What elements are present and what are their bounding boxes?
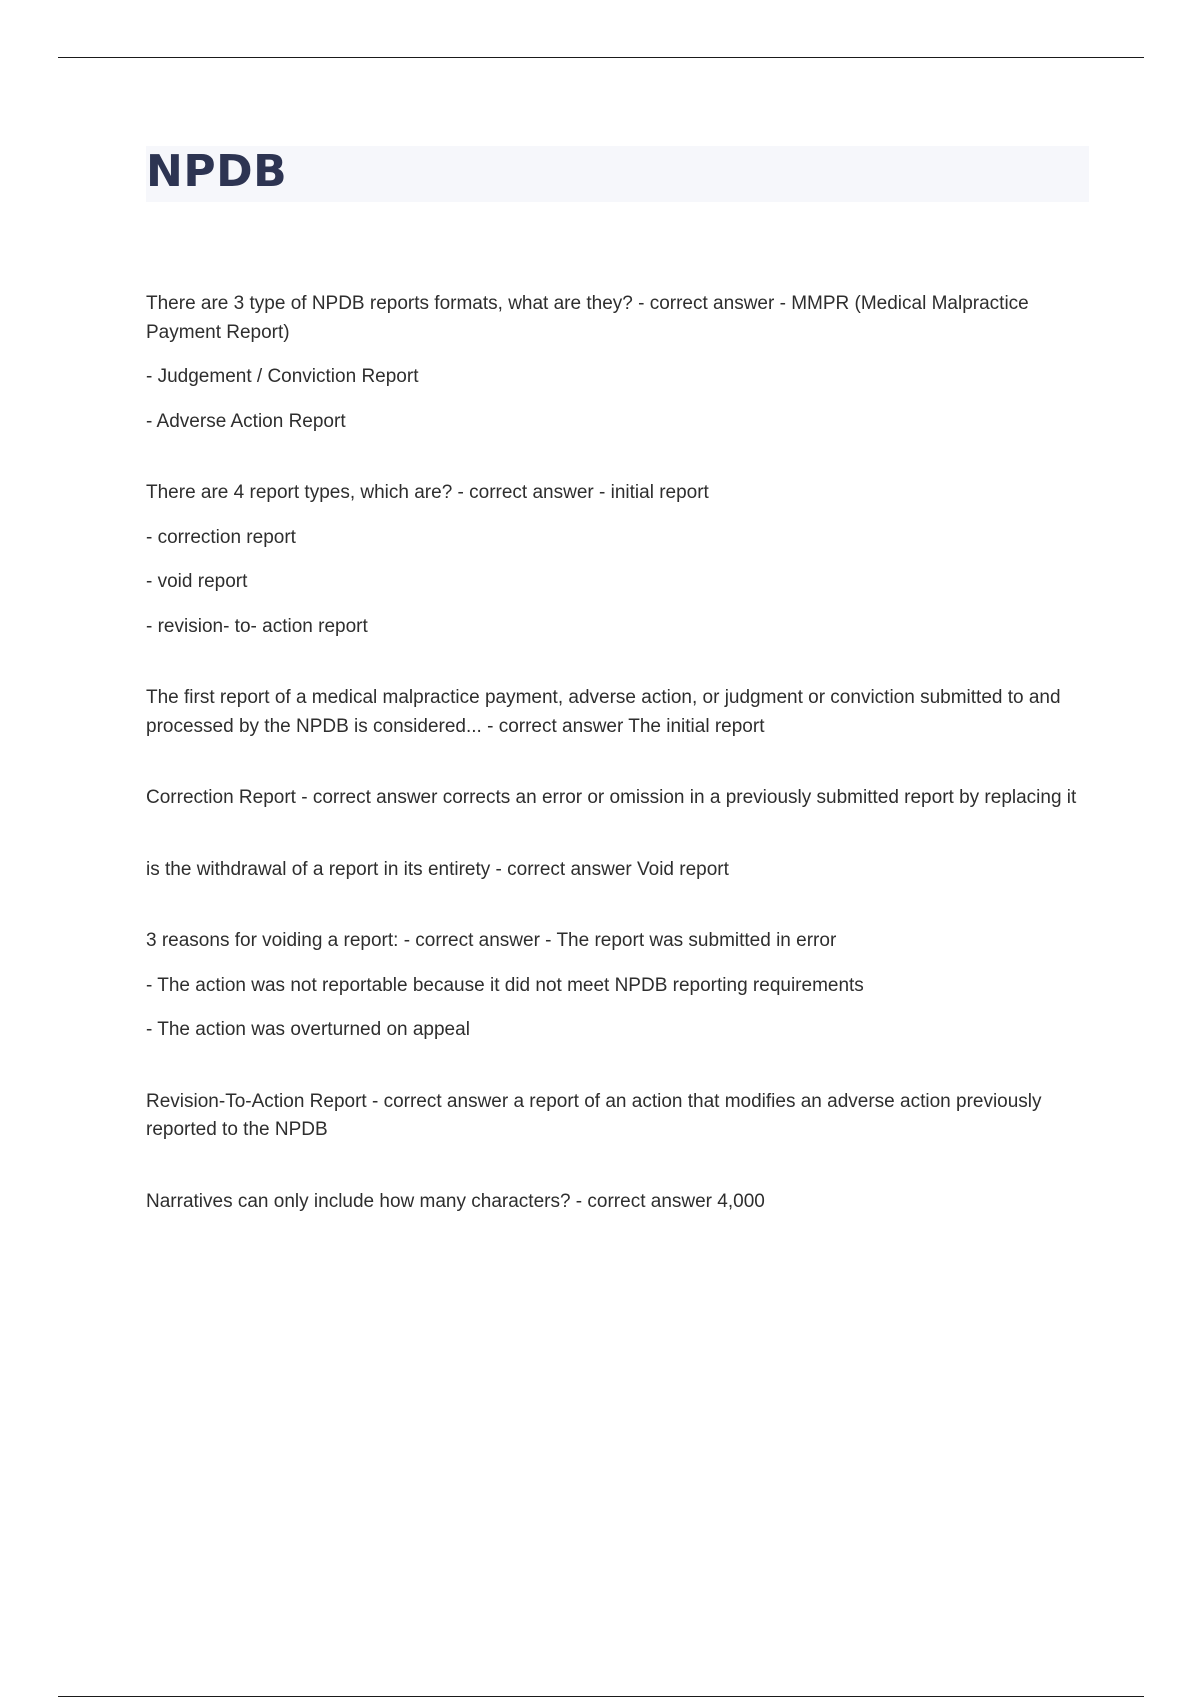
qa-line: - revision- to- action report xyxy=(146,615,368,637)
qa-list xyxy=(146,290,1096,1259)
qa-card-void-report xyxy=(146,856,1096,885)
top-divider xyxy=(58,57,1144,58)
qa-line: Correction Report - correct answer corrects an error or omission in a previously submitted report by replacing it xyxy=(146,787,1077,808)
qa-card-narratives xyxy=(146,1188,1096,1217)
qa-line: - The action was overturned on appeal xyxy=(146,1019,470,1040)
qa-line: - The action was not reportable because it did not meet NPDB reporting requirements xyxy=(146,974,864,996)
qa-line: Narratives can only include how many characters? - correct answer 4,000 xyxy=(146,1190,765,1212)
qa-line: The first report of a medical malpractice payment, adverse action, or judgment or conviction submitted to and processed by the NPDB is considered... - correct answer The initial report xyxy=(146,687,1061,737)
qa-line: - void report xyxy=(146,571,248,592)
qa-line: - correction report xyxy=(146,526,296,548)
qa-line: 3 reasons for voiding a report: - correct answer - The report was submitted in error xyxy=(146,930,837,951)
qa-line: - Judgement / Conviction Report xyxy=(146,366,419,387)
qa-card-revision-to-action xyxy=(146,1088,1096,1145)
bottom-divider xyxy=(58,1696,1144,1697)
title-band xyxy=(146,146,1089,202)
page-title: NPDB xyxy=(146,146,288,197)
qa-card-initial-report xyxy=(146,684,1096,741)
qa-line: Revision-To-Action Report - correct answer a report of an action that modifies an adverse action previously reported to the NPDB xyxy=(146,1090,1042,1140)
qa-line: There are 3 type of NPDB reports formats, what are they? - correct answer - MMPR (Medical Malpractice Payment Report) xyxy=(146,293,1029,343)
qa-line: There are 4 report types, which are? - correct answer - initial report xyxy=(146,482,709,503)
qa-line: is the withdrawal of a report in its entirety - correct answer Void report xyxy=(146,858,729,880)
qa-card-report-formats xyxy=(146,290,1096,436)
qa-card-correction-report xyxy=(146,784,1096,813)
qa-card-voiding-reasons xyxy=(146,927,1096,1045)
qa-line: - Adverse Action Report xyxy=(146,410,346,432)
qa-card-report-types xyxy=(146,479,1096,641)
